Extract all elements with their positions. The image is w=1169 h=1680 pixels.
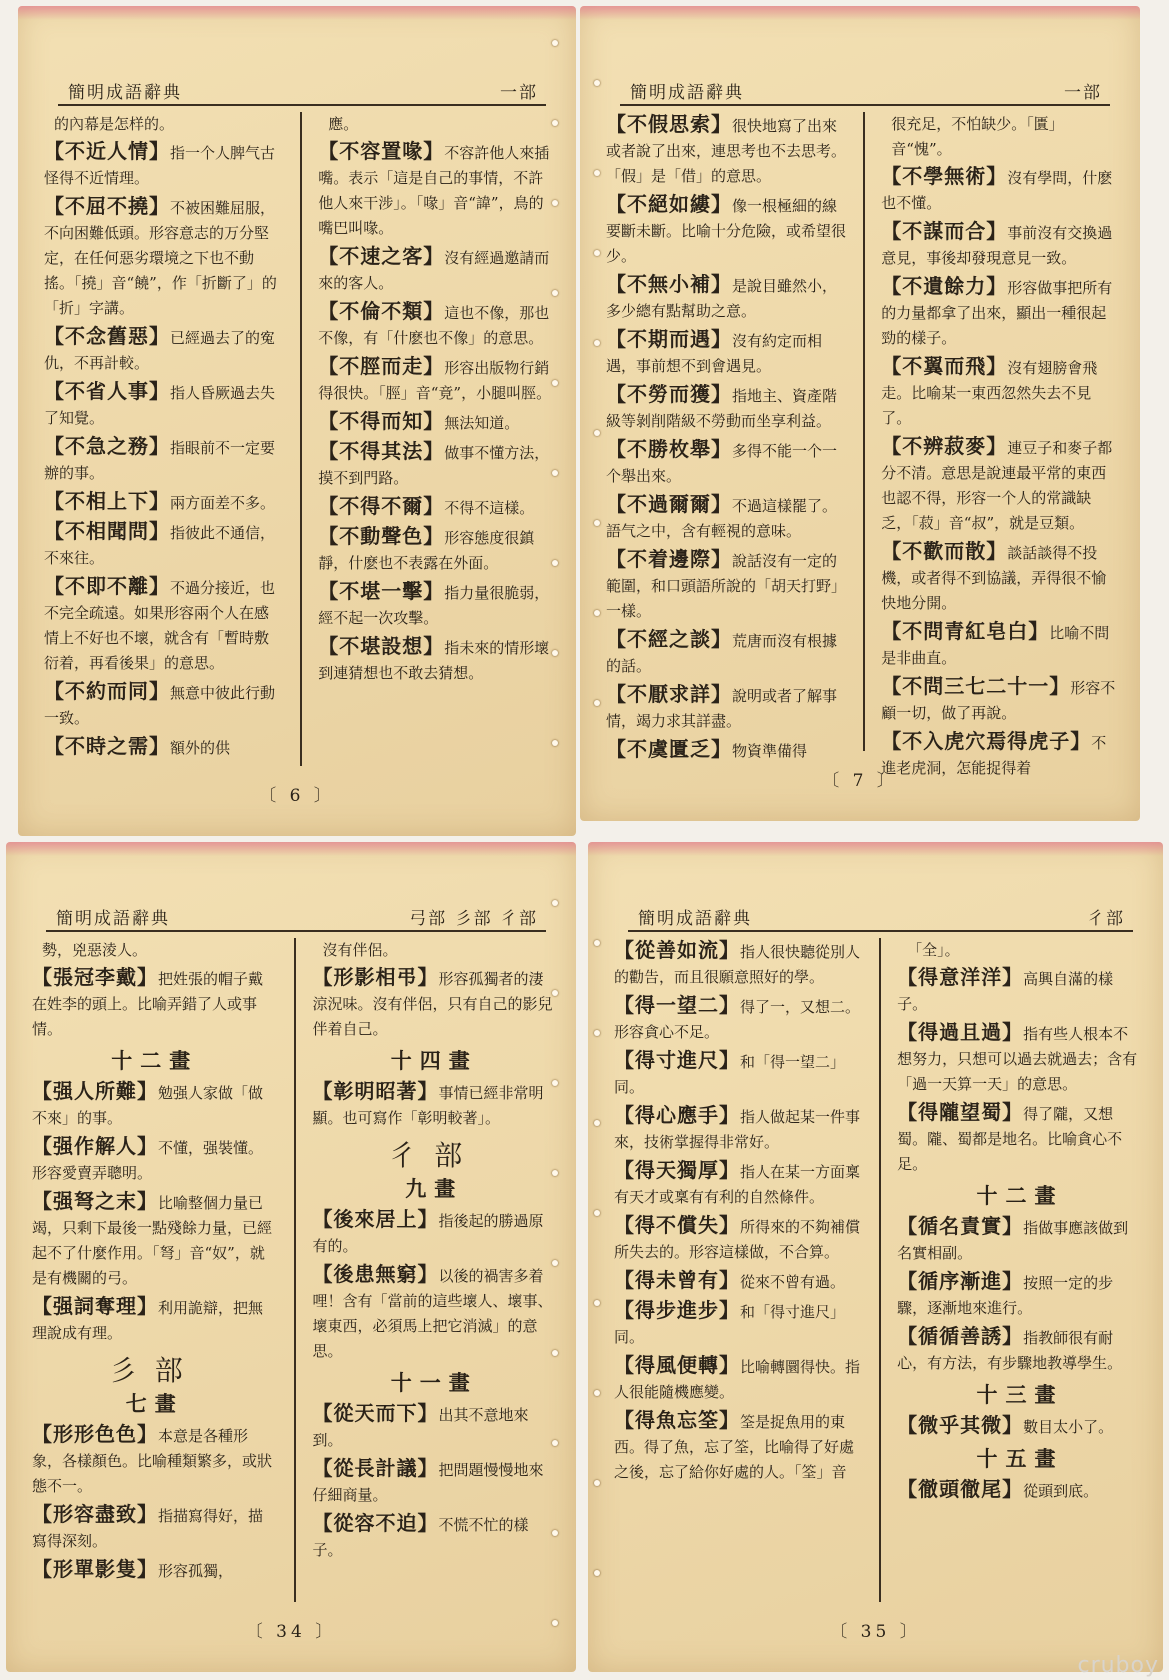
idiom-entry	[606, 682, 847, 734]
idiom-term: 【徹頭徹尾】	[897, 1477, 1024, 1501]
idiom-entry	[32, 1134, 278, 1186]
right-column	[889, 938, 1143, 1602]
idiom-entry	[32, 1294, 278, 1346]
idiom-entry	[312, 965, 556, 1042]
idiom-definition: 利用詭辯，把無理說成有理。	[32, 1299, 264, 1342]
idiom-definition: 沒有經過邀請而來的客人。	[318, 249, 550, 292]
idiom-entry	[312, 1511, 556, 1563]
idiom-entry	[318, 299, 556, 351]
idiom-term: 【得寸進尺】	[614, 1048, 740, 1072]
stroke-count-heading: 十三畫	[976, 1382, 1064, 1407]
idiom-definition: 和「得寸進尺」同。	[614, 1303, 846, 1346]
idiom-term: 【不問青紅皂白】	[881, 619, 1050, 643]
idiom-entry	[614, 1268, 862, 1295]
idiom-entry	[614, 938, 862, 990]
idiom-definition: 事前沒有交換過意見，事後却發現意見一致。	[881, 224, 1113, 267]
stroke-count-heading: 十五畫	[976, 1446, 1064, 1471]
idiom-term: 【從善如流】	[614, 938, 740, 962]
idiom-entry	[897, 1413, 1143, 1440]
idiom-definition: 做事不懂方法，摸不到門路。	[318, 444, 550, 487]
idiom-definition: 荒唐而沒有根據的話。	[606, 632, 838, 675]
idiom-term: 【得天獨厚】	[614, 1158, 740, 1182]
idiom-entry	[318, 524, 556, 576]
idiom-entry	[881, 219, 1120, 271]
idiom-term: 【不時之需】	[44, 734, 170, 758]
idiom-entry	[614, 1298, 862, 1350]
column-divider	[863, 112, 865, 751]
idiom-definition: 本意是各種形象，各樣顏色。比喻種類繁多，或狀態不一。	[32, 1427, 273, 1495]
idiom-term: 【不屈不撓】	[44, 194, 170, 218]
idiom-term: 【循序漸進】	[897, 1269, 1024, 1293]
idiom-definition: 額外的供	[170, 739, 231, 757]
binding-holes	[590, 0, 606, 1680]
stroke-count-heading: 十一畫	[390, 1370, 478, 1395]
idiom-definition: 比喻轉圜得快。指人很能隨機應變。	[614, 1358, 861, 1401]
idiom-definition: 從來不曾有過。	[740, 1273, 846, 1291]
idiom-entry	[44, 489, 284, 516]
idiom-definition: 沒有翅膀會飛走。比喻某一東西忽然失去不見了。	[881, 359, 1098, 427]
idiom-entry	[312, 1079, 556, 1131]
radical-section-heading: 彳部	[388, 1139, 481, 1172]
idiom-term: 【不無小補】	[606, 272, 732, 296]
idiom-entry	[897, 1477, 1143, 1504]
idiom-term: 【不得而知】	[318, 409, 445, 433]
idiom-entry	[881, 274, 1120, 351]
idiom-term: 【不近人情】	[44, 139, 170, 163]
idiom-term: 【得隴望蜀】	[897, 1100, 1024, 1124]
idiom-term: 【得不償失】	[614, 1213, 740, 1237]
idiom-definition: 形容出版物行銷得很快。「脛」音“竟”，小腿叫脛。	[318, 359, 552, 402]
idiom-entry	[44, 434, 284, 486]
idiom-definition: 不過分接近，也不完全疏遠。如果形容兩个人在感情上不好也不壞，就含有「暫時敷衍着，再看後果」的意思。	[44, 579, 276, 672]
idiom-definition: 形容孤獨者的淒涼況味。沒有伴侶，只有自己的影兒伴着自己。	[312, 970, 553, 1038]
idiom-entry	[606, 492, 847, 544]
idiom-definition: 不過這樣罷了。語气之中，含有輕視的意味。	[606, 497, 838, 540]
continued-definition: 「全」。	[907, 941, 960, 959]
idiom-definition: 不懂，强裝懂。形容愛賣弄聰明。	[32, 1139, 264, 1182]
page-7	[580, 6, 1140, 821]
continued-definition: 應。	[328, 115, 359, 133]
idiom-term: 【不期而遇】	[606, 327, 732, 351]
idiom-entry	[32, 1557, 278, 1584]
idiom-definition: 這也不像，那也不像，有「什麽也不像」的意思。	[318, 304, 550, 347]
idiom-term: 【形形色色】	[32, 1422, 158, 1446]
idiom-entry	[897, 1020, 1143, 1097]
page-number: 〔 34 〕	[245, 1622, 337, 1642]
idiom-definition: 按照一定的步驟，逐漸地來進行。	[897, 1274, 1114, 1317]
idiom-definition: 指人很快聽從別人的勸告，而且很願意照好的學。	[614, 943, 861, 986]
idiom-entry	[614, 1048, 862, 1100]
idiom-entry	[32, 1422, 278, 1499]
idiom-definition: 說話沒有一定的範圍，和口頭語所說的「胡天打野」一樣。	[606, 552, 847, 620]
idiom-definition: 不得不這樣。	[444, 499, 535, 517]
text-columns	[44, 112, 556, 766]
idiom-entry	[897, 965, 1143, 1017]
idiom-entry	[881, 539, 1120, 616]
idiom-definition: 從頭到底。	[1023, 1482, 1099, 1500]
idiom-term: 【不入虎穴焉得虎子】	[881, 729, 1092, 753]
idiom-term: 【不假思索】	[606, 112, 732, 136]
idiom-entry	[614, 1353, 862, 1405]
idiom-definition: 指人在某一方面稟有天才或稟有有利的自然條件。	[614, 1163, 861, 1206]
idiom-definition: 形容做事把所有的力量都拿了出來，顯出一種很起勁的樣子。	[881, 279, 1113, 347]
idiom-definition: 出其不意地來到。	[312, 1406, 529, 1449]
idiom-term: 【得魚忘筌】	[614, 1408, 740, 1432]
idiom-entry	[606, 272, 847, 324]
section-label: 一部	[500, 83, 538, 103]
stroke-count-heading: 七畫	[125, 1391, 184, 1416]
text-columns	[614, 938, 1143, 1602]
idiom-term: 【不脛而走】	[318, 354, 445, 378]
idiom-definition: 說明或者了解事情，竭力求其詳盡。	[606, 687, 838, 730]
idiom-definition: 事情已經非常明顯。也可寫作「彰明較著」。	[312, 1084, 544, 1127]
idiom-entry	[614, 1213, 862, 1265]
right-column	[304, 938, 556, 1602]
idiom-entry	[897, 1324, 1143, 1376]
idiom-definition: 得了隴，又想蜀。隴、蜀都是地名。比喻貪心不足。	[897, 1105, 1123, 1173]
idiom-entry	[44, 324, 284, 376]
idiom-term: 【不速之客】	[318, 244, 445, 268]
pink-stain	[18, 6, 576, 20]
idiom-entry	[318, 634, 556, 686]
idiom-term: 【强弩之末】	[32, 1189, 158, 1213]
idiom-definition: 很快地寫了出來或者說了出來，連思考也不去思考。「假」是「借」的意思。	[606, 117, 847, 185]
pink-stain	[580, 6, 1140, 20]
idiom-term: 【不相上下】	[44, 489, 170, 513]
idiom-entry	[606, 112, 847, 189]
idiom-term: 【不約而同】	[44, 679, 170, 703]
idiom-term: 【張冠李戴】	[32, 965, 158, 989]
column-divider	[300, 112, 302, 766]
idiom-definition: 指人昏厥過去失了知覺。	[44, 384, 276, 427]
idiom-entry	[32, 965, 278, 1042]
idiom-entry	[44, 734, 284, 761]
pink-stain	[588, 842, 1163, 856]
idiom-entry	[318, 579, 556, 631]
idiom-term: 【强人所難】	[32, 1079, 158, 1103]
idiom-definition: 指做事應該做到名實相副。	[897, 1219, 1129, 1262]
idiom-definition: 物資準備得	[732, 742, 808, 760]
column-divider	[879, 938, 881, 1602]
page-header	[620, 78, 1110, 106]
radical-section-heading: 彡部	[108, 1354, 201, 1387]
idiom-definition: 指力量很脆弱，經不起一次攻擊。	[318, 584, 550, 627]
right-column	[310, 112, 556, 766]
idiom-term: 【不勞而獲】	[606, 382, 732, 406]
idiom-term: 【得未曾有】	[614, 1268, 740, 1292]
pink-stain	[6, 842, 576, 856]
section-label: 彳部	[1087, 909, 1125, 929]
idiom-entry	[318, 409, 556, 436]
idiom-term: 【强作解人】	[32, 1134, 158, 1158]
idiom-entry	[318, 439, 556, 491]
section-label: 弓部 彡部 彳部	[409, 909, 538, 929]
page-6	[18, 6, 576, 836]
idiom-term: 【不着邊際】	[606, 547, 732, 571]
idiom-term: 【從天而下】	[312, 1401, 439, 1425]
idiom-term: 【不絕如縷】	[606, 192, 732, 216]
idiom-term: 【强詞奪理】	[32, 1294, 158, 1318]
left-column	[32, 938, 284, 1602]
idiom-term: 【得一望二】	[614, 993, 740, 1017]
idiom-definition: 筌是捉魚用的東西。得了魚，忘了筌，比喻得了好處之後，忘了給你好處的人。「筌」音	[614, 1413, 855, 1481]
idiom-entry	[44, 519, 284, 571]
idiom-term: 【得過且過】	[897, 1020, 1024, 1044]
idiom-term: 【不虞匱乏】	[606, 737, 732, 761]
idiom-entry	[44, 679, 284, 731]
idiom-definition: 指後起的勝過原有的。	[312, 1212, 544, 1255]
idiom-entry	[606, 437, 847, 489]
idiom-definition: 把姓張的帽子戴在姓李的頭上。比喻弄錯了人或事情。	[32, 970, 264, 1038]
idiom-entry	[318, 139, 556, 241]
idiom-entry	[312, 1262, 556, 1364]
idiom-definition: 已經過去了的寃仇，不再計較。	[44, 329, 276, 372]
page-34	[6, 842, 576, 1672]
idiom-term: 【不動聲色】	[318, 524, 445, 548]
idiom-definition: 兩方面差不多。	[170, 494, 276, 512]
idiom-definition: 指人做起某一件事來，技術掌握得非常好。	[614, 1108, 861, 1151]
idiom-definition: 連豆子和麥子都分不清。意思是說連最平常的東西也認不得，形容一个人的常識缺乏，「菽」音“叔”，就是豆類。	[881, 439, 1113, 532]
idiom-entry	[44, 194, 284, 321]
stroke-count-heading: 十四畫	[390, 1048, 478, 1073]
idiom-definition: 形容態度很鎮靜，什麽也不表露在外面。	[318, 529, 535, 572]
idiom-term: 【後患無窮】	[312, 1262, 439, 1286]
idiom-term: 【不辨菽麥】	[881, 434, 1008, 458]
idiom-term: 【得步進步】	[614, 1298, 740, 1322]
idiom-definition: 高興自滿的樣子。	[897, 970, 1114, 1013]
idiom-definition: 指教師很有耐心，有方法，有步驟地教導學生。	[897, 1329, 1123, 1372]
idiom-definition: 沒有學問，什麽也不懂。	[881, 169, 1113, 212]
idiom-entry	[614, 1158, 862, 1210]
idiom-definition: 不容許他人來插嘴。表示「這是自己的事情，不許他人來干涉」。「喙」音“諱”，鳥的嘴巴叫喙。	[318, 144, 550, 237]
binding-holes	[548, 0, 564, 1680]
idiom-definition: 指彼此不通信，不來往。	[44, 524, 276, 567]
stroke-count-heading: 十二畫	[976, 1183, 1064, 1208]
stroke-count-heading: 九畫	[405, 1176, 464, 1201]
text-columns	[606, 112, 1120, 777]
idiom-entry	[881, 434, 1120, 536]
idiom-entry	[606, 547, 847, 624]
idiom-term: 【不堪一擊】	[318, 579, 445, 603]
book-title: 簡明成語辭典	[630, 83, 744, 103]
idiom-definition: 不慌不忙的樣子。	[312, 1516, 529, 1559]
continued-definition: 的內幕是怎样的。	[54, 115, 175, 133]
idiom-definition: 多得不能一个一个舉出來。	[606, 442, 838, 485]
idiom-term: 【不學無術】	[881, 164, 1008, 188]
idiom-definition: 和「得一望二」同。	[614, 1053, 846, 1096]
idiom-term: 【不即不離】	[44, 574, 170, 598]
text-columns	[32, 938, 556, 1602]
idiom-definition: 所得來的不夠補償所失去的。形容這樣做，不合算。	[614, 1218, 861, 1261]
idiom-definition: 像一根極細的線要斷未斷。比喻十分危險，或希望很少。	[606, 197, 847, 265]
idiom-entry	[32, 1502, 278, 1554]
idiom-term: 【不經之談】	[606, 627, 732, 651]
idiom-term: 【循名責實】	[897, 1214, 1024, 1238]
idiom-entry	[614, 1408, 862, 1485]
idiom-definition: 得了一，又想二。形容貪心不足。	[614, 998, 861, 1041]
idiom-entry	[881, 164, 1120, 216]
left-column	[606, 112, 853, 761]
page-header	[628, 904, 1133, 932]
idiom-entry	[312, 1456, 556, 1508]
idiom-definition: 比喻不問是非曲直。	[881, 624, 1110, 667]
idiom-definition: 數目太小了。	[1023, 1418, 1114, 1436]
idiom-term: 【不翼而飛】	[881, 354, 1008, 378]
left-column	[614, 938, 868, 1602]
idiom-entry	[606, 627, 847, 679]
page-35	[588, 842, 1163, 1672]
idiom-definition: 指未來的情形壞到連猜想也不敢去猜想。	[318, 639, 550, 682]
idiom-entry	[606, 737, 847, 764]
watermark-text: cruboy	[1077, 1653, 1159, 1678]
idiom-term: 【不過爾爾】	[606, 492, 732, 516]
idiom-definition: 指有些人根本不想努力，只想可以過去就過去；含有「過一天算一天」的意思。	[897, 1025, 1138, 1093]
idiom-term: 【不念舊惡】	[44, 324, 170, 348]
idiom-term: 【不省人事】	[44, 379, 170, 403]
idiom-term: 【不謀而合】	[881, 219, 1008, 243]
right-column	[873, 112, 1120, 777]
book-title: 簡明成語辭典	[56, 909, 170, 929]
continued-definition: 很充足，不怕缺少。「匱」音“愧”。	[891, 115, 1064, 158]
continued-definition: 勢，兇惡淩人。	[42, 941, 148, 959]
idiom-definition: 比喻整個力量已竭，只剩下最後一點殘餘力量，已經起不了什麼作用。「弩」音“奴”，就是有機關的弓。	[32, 1194, 273, 1287]
idiom-definition: 是說目雖然小，多少總有點幫助之意。	[606, 277, 838, 320]
page-header	[58, 78, 546, 106]
idiom-term: 【不堪設想】	[318, 634, 445, 658]
idiom-term: 【不問三七二十一】	[881, 674, 1071, 698]
left-column	[44, 112, 290, 766]
idiom-term: 【不相聞問】	[44, 519, 170, 543]
idiom-term: 【得心應手】	[614, 1103, 740, 1127]
idiom-definition: 以後的禍害多着哩！含有「當前的這些壞人、壞事、壞東西，必須馬上把它消滅」的意思。	[312, 1267, 553, 1360]
idiom-entry	[614, 1103, 862, 1155]
idiom-entry	[312, 1401, 556, 1453]
idiom-definition: 把問題慢慢地來仔細商量。	[312, 1461, 544, 1504]
page-number: 〔 35 〕	[830, 1622, 921, 1642]
idiom-entry	[44, 379, 284, 431]
idiom-entry	[606, 382, 847, 434]
idiom-definition: 形容孤獨，	[158, 1562, 234, 1580]
page-header	[46, 904, 546, 932]
idiom-definition: 指描寫得好，描寫得深刻。	[32, 1507, 264, 1550]
idiom-term: 【不遺餘力】	[881, 274, 1008, 298]
idiom-entry	[881, 674, 1120, 726]
idiom-entry	[44, 139, 284, 191]
idiom-term: 【形單影隻】	[32, 1557, 158, 1581]
idiom-term: 【後來居上】	[312, 1207, 439, 1231]
idiom-term: 【不容置喙】	[318, 139, 445, 163]
column-divider	[294, 938, 296, 1602]
idiom-entry	[318, 354, 556, 406]
page-number: 〔 6 〕	[259, 786, 335, 806]
idiom-term: 【彰明昭著】	[312, 1079, 439, 1103]
idiom-definition: 無法知道。	[444, 414, 520, 432]
idiom-definition: 不被困難屈服，不向困難低頭。形容意志的万分堅定，在任何惡劣環境之下也不動搖。「撓」音“饒”，作「折斷了」的「折」字講。	[44, 199, 277, 317]
idiom-definition: 談話談得不投機，或者得不到協議，弄得很不愉快地分開。	[881, 544, 1107, 612]
idiom-entry	[32, 1079, 278, 1131]
idiom-definition: 無意中彼此行動一致。	[44, 684, 276, 727]
idiom-entry	[32, 1189, 278, 1291]
idiom-definition: 指地主、資產階級等剝削階級不勞動而坐享利益。	[606, 387, 838, 430]
idiom-entry	[614, 993, 862, 1045]
idiom-term: 【不歡而散】	[881, 539, 1008, 563]
page-number: 〔 7 〕	[822, 771, 898, 791]
idiom-term: 【不急之務】	[44, 434, 170, 458]
idiom-entry	[606, 192, 847, 269]
idiom-term: 【從長計議】	[312, 1456, 439, 1480]
idiom-entry	[881, 354, 1120, 431]
idiom-term: 【循循善誘】	[897, 1324, 1024, 1348]
idiom-term: 【不勝枚舉】	[606, 437, 732, 461]
idiom-term: 【從容不迫】	[312, 1511, 439, 1535]
idiom-entry	[897, 1100, 1143, 1177]
continued-definition: 沒有伴侶。	[322, 941, 398, 959]
idiom-entry	[897, 1214, 1143, 1266]
idiom-definition: 形容不顧一切，做了再說。	[881, 679, 1116, 722]
idiom-definition: 勉强人家做「做不來」的事。	[32, 1084, 264, 1127]
idiom-entry	[318, 494, 556, 521]
stroke-count-heading: 十二畫	[111, 1048, 199, 1073]
idiom-definition: 指眼前不一定要辦的事。	[44, 439, 276, 482]
idiom-entry	[312, 1207, 556, 1259]
idiom-term: 【得風便轉】	[614, 1353, 740, 1377]
idiom-definition: 不進老虎洞，怎能捉得着	[881, 734, 1107, 777]
section-label: 一部	[1064, 83, 1102, 103]
idiom-entry	[44, 574, 284, 676]
idiom-term: 【不厭求詳】	[606, 682, 732, 706]
idiom-term: 【微乎其微】	[897, 1413, 1024, 1437]
idiom-term: 【形影相弔】	[312, 965, 439, 989]
idiom-term: 【不得其法】	[318, 439, 445, 463]
book-title: 簡明成語辭典	[68, 83, 182, 103]
idiom-term: 【得意洋洋】	[897, 965, 1024, 989]
idiom-term: 【不倫不類】	[318, 299, 445, 323]
idiom-entry	[881, 619, 1120, 671]
idiom-term: 【形容盡致】	[32, 1502, 158, 1526]
idiom-term: 【不得不爾】	[318, 494, 445, 518]
idiom-entry	[897, 1269, 1143, 1321]
book-title: 簡明成語辭典	[638, 909, 752, 929]
idiom-definition: 指一个人脾气古怪得不近情理。	[44, 144, 276, 187]
idiom-entry	[318, 244, 556, 296]
idiom-definition: 沒有約定而相遇，事前想不到會遇見。	[606, 332, 823, 375]
idiom-entry	[606, 327, 847, 379]
